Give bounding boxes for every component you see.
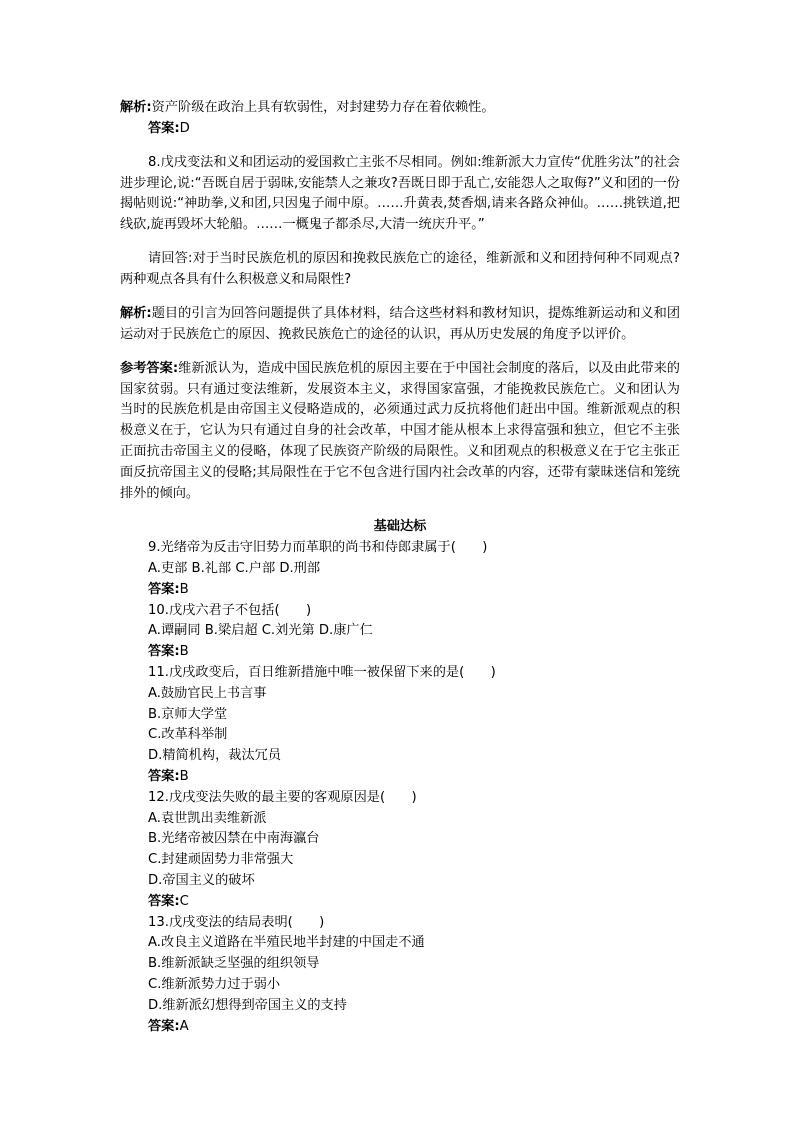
answer-11 [120, 767, 680, 788]
answer-value: A [179, 1018, 189, 1034]
answer-label: 答案: [148, 1018, 180, 1034]
answer-label: 答案: [148, 893, 180, 909]
question-11: 11.戊戌政变后，百日维新措施中唯一被保留下来的是( ) [148, 665, 496, 681]
question-12: 12.戊戌变法失败的最主要的客观原因是( ) [148, 789, 417, 805]
question-9-options: A.吏部 B.礼部 C.户部 D.刑部 [148, 561, 321, 577]
question-9: 9.光绪帝为反击守旧势力而革职的尚书和侍郎隶属于( ) [148, 540, 488, 556]
question-11-option-a: A.鼓励官民上书言事 [148, 685, 267, 701]
answer-9 [120, 580, 680, 601]
reference-answer-label: 参考答案: [120, 360, 179, 376]
answer-10 [120, 642, 680, 663]
answer-label: 答案: [148, 769, 180, 785]
explanation-7 [120, 98, 680, 119]
question-13-option-c: C.维新派势力过于弱小 [148, 977, 281, 993]
question-10-options: A.谭嗣同 B.梁启超 C.刘光第 D.康广仁 [148, 623, 373, 639]
answer-value: B [179, 581, 189, 597]
explanation-text: 资产阶级在政治上具有软弱性，对封建势力存在着依赖性。 [151, 100, 495, 115]
explanation-label: 解析: [120, 100, 152, 115]
question-11-option-b: B.京师大学堂 [148, 706, 228, 722]
reference-answer-8 [120, 359, 680, 505]
answer-label: 答案: [148, 120, 180, 136]
answer-7 [120, 119, 680, 140]
question-8: 8.戊戌变法和义和团运动的爱国救亡主张不尽相同。例如:维新派大力宣传“优胜劣汰”的社会进步理论,说:“吾既自居于弱昧,安能禁人之兼攻?吾既日即于乱亡,安能怨人之取侮?”义和团的一份揭帖则说:“神助拳,义和团,只因鬼子闹中原。……升黄表,焚香烟,请来各路众神仙。……挑铁道,把线砍,旋再毁坏大轮船。……一概鬼子都杀尽,大清一统庆升平。” [120, 154, 680, 233]
question-11-option-c: C.改革科举制 [148, 727, 228, 743]
reference-answer-text: 维新派认为，造成中国民族危机的原因主要在于中国社会制度的落后，以及由此带来的国家贫弱。只有通过变法维新，发展资本主义，求得国家富强，才能挽救民族危亡。义和团认为当时的民族危机是由帝国主义侵略造成的，必须通过武力反抗将他们赶出中国。维新派观点的积极意义在于，它认为只有通过自身的社会改革，中国才能从根本上求得富强和独立，但它不主张正面抗击帝国主义的侵略，体现了民族资产阶级的局限性。义和团观点的积极意义在于它主张正面反抗帝国主义的侵略;其局限性在于它不包含进行国内社会改革的内容，还带有蒙昧迷信和笼统排外的倾向。 [120, 360, 680, 501]
question-13-option-d: D.维新派幻想得到帝国主义的支持 [148, 997, 347, 1013]
question-13-option-a: A.改良主义道路在半殖民地半封建的中国走不通 [148, 935, 425, 951]
question-11-option-d: D.精简机构，裁汰冗员 [148, 748, 282, 764]
question-10: 10.戊戌六君子不包括( ) [148, 602, 312, 618]
explanation-label: 解析: [120, 305, 152, 321]
question-12-option-b: B.光绪帝被囚禁在中南海瀛台 [148, 831, 320, 847]
document-page [120, 98, 680, 1037]
answer-value: C [179, 893, 189, 909]
question-12-option-a: A.袁世凯出卖维新派 [148, 810, 267, 826]
section-heading: 基础达标 [373, 519, 427, 535]
question-12-option-d: D.帝国主义的破坏 [148, 873, 255, 889]
answer-value: D [179, 120, 190, 136]
answer-value: B [179, 644, 189, 660]
answer-12 [120, 892, 680, 913]
question-12-option-c: C.封建顽固势力非常强大 [148, 852, 294, 868]
explanation-8 [120, 304, 680, 346]
answer-value: B [179, 769, 189, 785]
question-13-option-b: B.维新派缺乏坚强的组织领导 [148, 956, 320, 972]
answer-label: 答案: [148, 644, 180, 660]
question-13: 13.戊戌变法的结局表明( ) [148, 914, 325, 930]
explanation-text: 题目的引言为回答问题提供了具体材料，结合这些材料和教材知识，提炼维新运动和义和团运动对于民族危亡的原因、挽救民族危亡的途径的认识，再从历史发展的角度予以评价。 [120, 305, 681, 342]
answer-13 [120, 1017, 680, 1038]
question-8-prompt: 请回答:对于当时民族危机的原因和挽救民族危亡的途径，维新派和义和团持何种不同观点?两种观点各具有什么积极意义和局限性? [120, 251, 680, 287]
answer-label: 答案: [148, 581, 180, 597]
